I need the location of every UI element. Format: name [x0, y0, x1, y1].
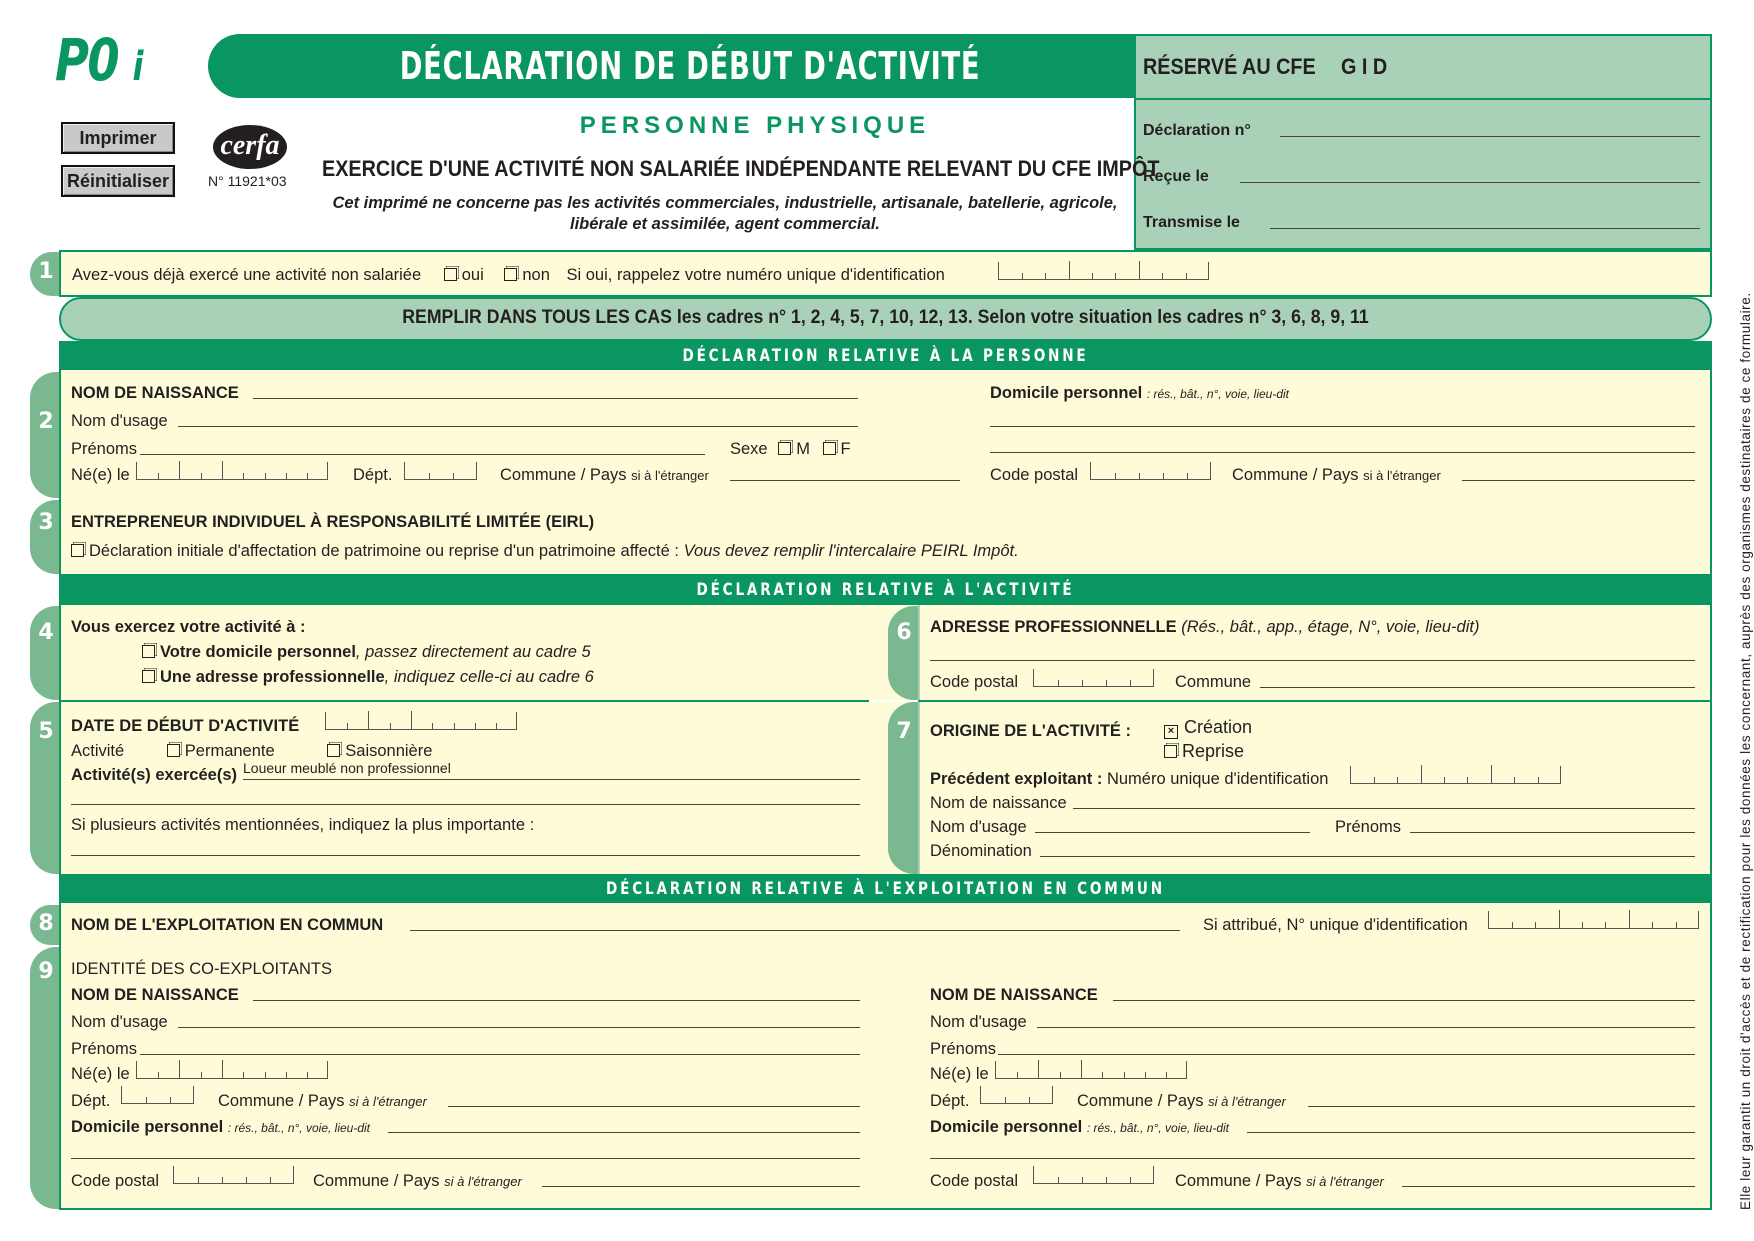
co2-dept-field[interactable]: [980, 1086, 1053, 1104]
section-3: [59, 498, 1712, 576]
co1-domicile-label: Domicile personnel : rés., bât., n°, voie, lieu-dit: [71, 1118, 371, 1136]
pro-commune-field[interactable]: [1260, 687, 1695, 688]
co1-commune-field[interactable]: [448, 1106, 860, 1107]
precedent-row: Précédent exploitant : Numéro unique d'identification: [930, 770, 1329, 788]
nom-usage-label: Nom d'usage: [71, 412, 168, 430]
section-5: [59, 702, 1712, 874]
nele-label: Né(e) le: [71, 466, 130, 484]
cfe-transmitted-label: Transmise le: [1143, 214, 1240, 231]
eirl-checkbox[interactable]: [71, 544, 84, 557]
co1-commune2-field[interactable]: [542, 1186, 860, 1187]
commune-pays-field[interactable]: [730, 480, 960, 481]
divider: [1134, 98, 1712, 100]
pro-code-postal-field[interactable]: [1033, 669, 1154, 687]
section-number-tab: 6: [888, 606, 920, 700]
non-checkbox[interactable]: [504, 268, 517, 281]
permanente-checkbox[interactable]: [167, 744, 180, 757]
saisonniere-checkbox[interactable]: [327, 744, 340, 757]
co2-commune-field[interactable]: [1308, 1106, 1695, 1107]
activites-exercees-line-2[interactable]: [71, 804, 860, 805]
subtitle: PERSONNE PHYSIQUE: [579, 112, 931, 139]
note-line-1: Cet imprimé ne concerne pas les activités commerciales, industrielle, artisanale, batellerie, agricole,: [332, 194, 1118, 212]
domicile-commune-label: Commune / Pays si à l'étranger: [1232, 466, 1441, 484]
cfe-transmitted-field[interactable]: [1270, 228, 1700, 229]
cfe-received-field[interactable]: [1240, 182, 1700, 183]
adresse-pro-option: Une adresse professionnelle, indiquez celle-ci au cadre 6: [142, 668, 594, 687]
co1-code-postal-field[interactable]: [173, 1166, 294, 1184]
co1-nom-usage-label: Nom d'usage: [71, 1013, 168, 1031]
dept-label: Dépt.: [353, 466, 393, 484]
section-number-tab: 5: [30, 702, 62, 874]
adresse-pro-title: ADRESSE PROFESSIONNELLE (Rés., bât., app., étage, N°, voie, lieu-dit): [930, 618, 1480, 636]
commune-label: Commune: [1175, 673, 1252, 691]
section-4-title: Vous exercez votre activité à :: [71, 618, 306, 636]
co2-nele-label: Né(e) le: [930, 1065, 989, 1083]
co2-nom-naissance-label: NOM DE NAISSANCE: [930, 986, 1098, 1004]
precedent-id-field[interactable]: [1350, 766, 1561, 784]
co2-prenoms-field[interactable]: [998, 1054, 1695, 1055]
co1-dept-field[interactable]: [121, 1086, 194, 1104]
code-postal-label: Code postal: [930, 673, 1019, 691]
activites-exercees-field[interactable]: [243, 779, 860, 780]
dept-field[interactable]: [404, 462, 477, 480]
sexe-m-checkbox[interactable]: [778, 442, 791, 455]
section-number-tab: 7: [888, 702, 920, 874]
co1-code-postal-label: Code postal: [71, 1172, 160, 1190]
domicile-option: Votre domicile personnel, passez directement au cadre 5: [142, 643, 591, 662]
co2-nom-naissance-field[interactable]: [1113, 1000, 1695, 1001]
divider: [918, 605, 920, 700]
activite-principale-field[interactable]: [71, 855, 860, 856]
section-number-tab: 1: [30, 252, 62, 296]
commun-id-label: Si attribué, N° unique d'identification: [1203, 916, 1468, 934]
code-postal-field[interactable]: [1090, 462, 1211, 480]
prec-denomination-label: Dénomination: [930, 842, 1032, 860]
domicile-checkbox[interactable]: [142, 645, 155, 658]
co2-dept-label: Dépt.: [930, 1092, 970, 1110]
eirl-option: Déclaration initiale d'affectation de patrimoine ou reprise d'un patrimoine affecté : Vous devez remplir l'intercalaire PEIRL Impôt.: [71, 542, 1019, 561]
domicile-line-2[interactable]: [990, 452, 1695, 453]
section-1-row: Avez-vous déjà exercé une activité non salariée oui non Si oui, rappelez votre numéro unique d'identification: [72, 266, 945, 284]
co2-commune-label: Commune / Pays si à l'étranger: [1077, 1092, 1286, 1110]
prec-nom-usage-field[interactable]: [1035, 832, 1310, 833]
section-number-tab: 9: [30, 947, 62, 1209]
domicile-label: Domicile personnel : rés., bât., n°, voie, lieu-dit: [990, 384, 1290, 402]
prec-nom-naissance-label: Nom de naissance: [930, 794, 1067, 812]
co1-birthdate-field[interactable]: [136, 1061, 328, 1079]
co2-code-postal-field[interactable]: [1033, 1166, 1154, 1184]
prec-prenoms-field[interactable]: [1410, 832, 1695, 833]
co1-nom-naissance-label: NOM DE NAISSANCE: [71, 986, 239, 1004]
side-legal-text: Elle leur garantit un droit d'accès et de rectification pour les données les concernant, auprès des organismes destinataires de ce formulaire.: [1738, 292, 1753, 1210]
activite-type-row: Activité Permanente Saisonnière: [71, 742, 433, 760]
eirl-title: ENTREPRENEUR INDIVIDUEL À RESPONSABILITÉ LIMITÉE (EIRL): [71, 513, 595, 531]
commune-pays-label: Commune / Pays si à l'étranger: [500, 466, 709, 484]
co-exploitants-title: IDENTITÉ DES CO-EXPLOITANTS: [71, 960, 332, 978]
prenoms-label: Prénoms: [71, 440, 138, 458]
cfe-declaration-field[interactable]: [1280, 136, 1700, 137]
reprise-option: Reprise: [1164, 741, 1244, 762]
code-postal-label: Code postal: [990, 466, 1079, 484]
section-number-tab: 8: [30, 905, 62, 945]
co2-prenoms-label: Prénoms: [930, 1040, 997, 1058]
sexe-row: Sexe M F: [730, 440, 851, 458]
cfe-title: RÉSERVÉ AU CFE G I D: [1143, 54, 1388, 79]
section-number-tab: 3: [30, 500, 62, 574]
co1-nele-label: Né(e) le: [71, 1065, 130, 1083]
nom-naissance-field[interactable]: [253, 398, 858, 399]
co1-commune2-label: Commune / Pays si à l'étranger: [313, 1172, 522, 1190]
page-title: DÉCLARATION DE DÉBUT D'ACTIVITÉ: [399, 44, 981, 88]
oui-checkbox[interactable]: [444, 268, 457, 281]
activites-exercees-label: Activité(s) exercée(s): [71, 766, 237, 784]
creation-option: × Création: [1164, 717, 1252, 739]
note-line-2: libérale et assimilée, agent commercial.: [570, 215, 880, 233]
domicile-commune-field[interactable]: [1462, 480, 1695, 481]
id-number-field[interactable]: [998, 262, 1209, 280]
exploitation-commun-field[interactable]: [410, 930, 1180, 931]
date-debut-label: DATE DE DÉBUT D'ACTIVITÉ: [71, 717, 300, 735]
co2-code-postal-label: Code postal: [930, 1172, 1019, 1190]
birthdate-field[interactable]: [136, 462, 328, 480]
prec-prenoms-label: Prénoms: [1335, 818, 1402, 836]
activites-exercees-value[interactable]: Loueur meublé non professionnel: [243, 760, 451, 776]
prec-nom-naissance-field[interactable]: [1073, 808, 1695, 809]
cerfa-number: N° 11921*03: [208, 173, 287, 189]
co2-domicile-line-2[interactable]: [930, 1158, 1695, 1159]
divider: [918, 702, 920, 874]
co2-birthdate-field[interactable]: [995, 1061, 1187, 1079]
co1-prenoms-label: Prénoms: [71, 1040, 138, 1058]
section-number-tab: 2: [30, 372, 62, 498]
prenoms-field[interactable]: [140, 454, 705, 455]
co1-commune-label: Commune / Pays si à l'étranger: [218, 1092, 427, 1110]
cfe-declaration-label: Déclaration n°: [1143, 122, 1251, 139]
plusieurs-label: Si plusieurs activités mentionnées, indiquez la plus importante :: [71, 816, 535, 834]
co2-commune2-label: Commune / Pays si à l'étranger: [1175, 1172, 1384, 1190]
prec-denomination-field[interactable]: [1040, 856, 1695, 857]
co1-dept-label: Dépt.: [71, 1092, 111, 1110]
prec-nom-usage-label: Nom d'usage: [930, 818, 1027, 836]
origine-title: ORIGINE DE L'ACTIVITÉ :: [930, 722, 1132, 740]
banner-commun-text: DÉCLARATION RELATIVE À L'EXPLOITATION EN COMMUN: [606, 879, 1165, 899]
adresse-pro-checkbox[interactable]: [142, 670, 155, 683]
co1-nom-usage-field[interactable]: [178, 1027, 860, 1028]
exploitation-commun-label: NOM DE L'EXPLOITATION EN COMMUN: [71, 916, 384, 934]
instructions-text: REMPLIR DANS TOUS LES CAS les cadres n° 1, 2, 4, 5, 7, 10, 12, 13. Selon votre situation les cadres n° 3, 6, 8, 9, 11: [402, 307, 1369, 328]
co1-domicile-field[interactable]: [388, 1132, 860, 1133]
reset-button[interactable]: Réinitialiser: [61, 165, 175, 197]
nom-usage-field[interactable]: [178, 426, 858, 427]
co2-nom-usage-label: Nom d'usage: [930, 1013, 1027, 1031]
creation-checkbox[interactable]: ×: [1164, 725, 1178, 739]
co1-nom-naissance-field[interactable]: [253, 1000, 860, 1001]
banner-personne-text: DÉCLARATION RELATIVE À LA PERSONNE: [682, 346, 1089, 366]
domicile-line-1[interactable]: [990, 426, 1695, 427]
commun-id-field[interactable]: [1488, 911, 1699, 929]
reprise-checkbox[interactable]: [1164, 745, 1177, 758]
banner-activite-text: DÉCLARATION RELATIVE À L'ACTIVITÉ: [696, 580, 1075, 600]
print-button[interactable]: Imprimer: [61, 122, 175, 154]
co2-commune2-field[interactable]: [1402, 1186, 1695, 1187]
form-code: P0 i: [55, 26, 142, 94]
co1-domicile-line-2[interactable]: [71, 1158, 860, 1159]
form-heading: EXERCICE D'UNE ACTIVITÉ NON SALARIÉE INDÉPENDANTE RELEVANT DU CFE IMPÔT: [322, 156, 1160, 181]
nom-naissance-label: NOM DE NAISSANCE: [71, 384, 239, 402]
adresse-pro-field[interactable]: [930, 660, 1695, 661]
cfe-received-label: Reçue le: [1143, 168, 1209, 185]
sexe-f-checkbox[interactable]: [823, 442, 836, 455]
co1-prenoms-field[interactable]: [140, 1054, 860, 1055]
co2-domicile-label: Domicile personnel : rés., bât., n°, voie, lieu-dit: [930, 1118, 1230, 1136]
date-debut-field[interactable]: [325, 712, 517, 730]
co2-nom-usage-field[interactable]: [1037, 1027, 1695, 1028]
section-number-tab: 4: [30, 606, 62, 700]
cerfa-logo: cerfa: [213, 125, 287, 169]
co2-domicile-field[interactable]: [1247, 1132, 1695, 1133]
